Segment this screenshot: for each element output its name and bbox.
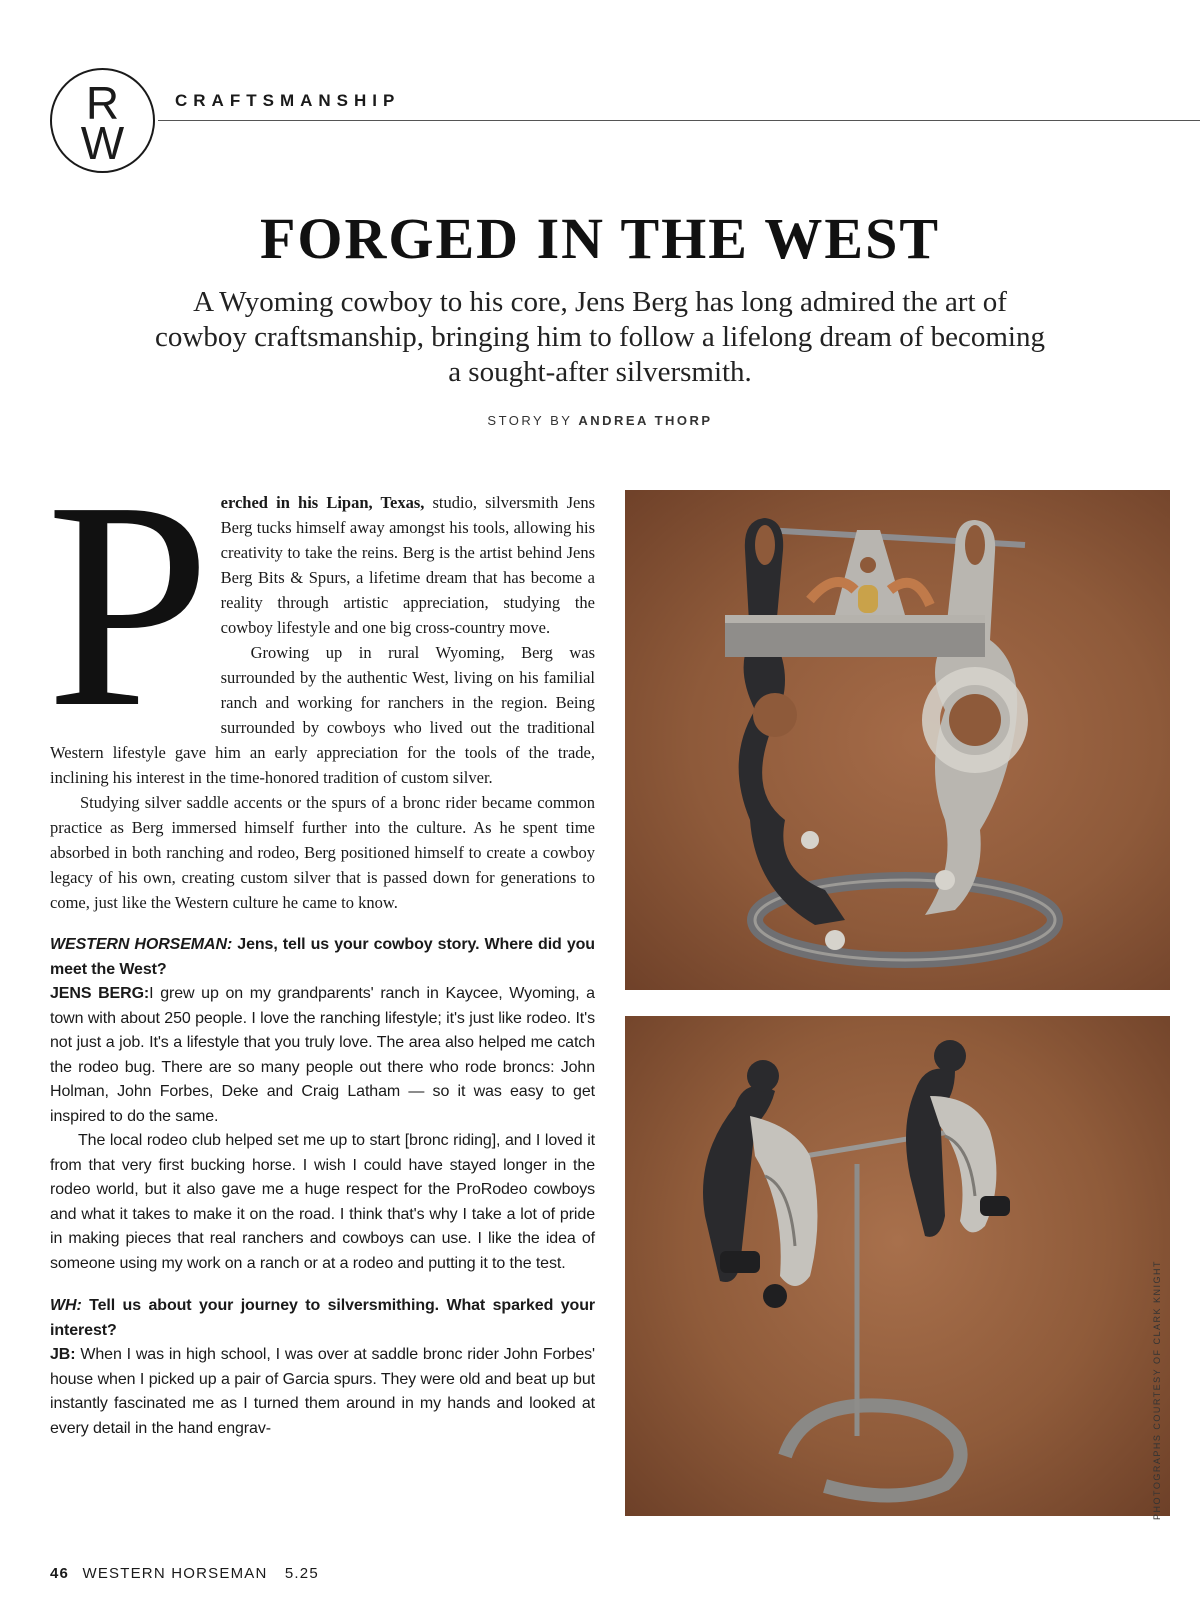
answer-1-speaker: JENS BERG: xyxy=(50,985,150,1002)
header-rule xyxy=(158,120,1200,121)
question-1-text: Jens, tell us your cowboy story. Where did you meet the West? xyxy=(50,936,595,978)
question-2-text: Tell us about your journey to silversmithing. What sparked your interest? xyxy=(50,1297,595,1339)
intro-section xyxy=(46,441,595,915)
answer-1-text: I grew up on my grandparents' ranch in Kaycee, Wyoming, a town with about 250 people. I love the ranching lifestyle; it's just like rodeo. It's not just a job. It's a lifestyle that you truly love. The area also helped me catch the rodeo bug. There are so many people out there who rode broncs: John Holman, John Forbes, Deke and Craig Latham — so it was easy to get inspired to do the same. xyxy=(50,985,595,1125)
answer-1-paragraph-2: The local rodeo club helped set me up to start [bronc riding], and I loved it from that very first bucking horse. I wish I could have stayed longer in the rodeo world, but it also gave me a huge respect for the ProRodeo cowboys and what it takes to make it on the road. I think that's why I take a lot of pride in making pieces that real ranchers and cowboys can use. I like the idea of someone using my work on a ranch or at a rodeo and putting it to the test. xyxy=(50,1132,595,1272)
article-headline: FORGED IN THE WEST xyxy=(259,206,941,271)
spurs-illustration xyxy=(625,1016,1170,1516)
page-footer xyxy=(50,1565,319,1582)
question-1-speaker: WESTERN HORSEMAN: xyxy=(50,936,233,953)
article-dek: A Wyoming cowboy to his core, Jens Berg has long admired the art of cowboy craftsmanship, bringing him to follow a lifelong dream of becoming a sought-after silversmith. xyxy=(155,286,1045,388)
logo-letter-w: W xyxy=(80,117,125,169)
byline-prefix: STORY BY xyxy=(487,413,573,428)
logo-letter-r: R xyxy=(85,77,120,129)
horse-bit-illustration xyxy=(625,490,1170,990)
magazine-name: WESTERN HORSEMAN xyxy=(82,1565,268,1582)
photo-credit: PHOTOGRAPHS COURTESY OF CLARK KNIGHT xyxy=(1152,1259,1162,1520)
qa-block-1 xyxy=(50,933,595,1276)
intro-p1-text: studio, silversmith Jens Berg tucks himself away amongst his tools, allowing his creativity to take the reins. Berg is the artist behind Jens Berg Bits & Spurs, a lifetime dream that has become a reality through artistic appreciation, studying the cowboy lifestyle and one big cross-country move. xyxy=(220,493,595,637)
page-number: 46 xyxy=(50,1565,70,1582)
qa-block-2 xyxy=(50,1294,595,1441)
article-body xyxy=(46,441,595,1441)
question-2-speaker: WH: xyxy=(50,1297,82,1314)
intro-paragraph-3: Studying silver saddle accents or the spurs of a bronc rider became common practice as Berg immersed himself further into the culture. As he spent time absorbed in both ranching and rodeo, Berg positioned himself to create a cowboy legacy of his own, creating custom silver that is passed down for generations to come, just like the Western culture he came to know. xyxy=(50,793,595,912)
drop-cap: P xyxy=(46,441,211,769)
issue-number: 5.25 xyxy=(284,1565,319,1582)
rw-logo xyxy=(50,68,155,173)
spurs-photo xyxy=(625,1016,1170,1516)
section-label: CRAFTSMANSHIP xyxy=(175,91,401,110)
byline-author: ANDREA THORP xyxy=(578,413,713,428)
answer-2-speaker: JB: xyxy=(50,1346,76,1363)
question-1 xyxy=(50,933,595,982)
answer-1-paragraph-1 xyxy=(50,982,595,1129)
byline xyxy=(0,413,1200,428)
question-2 xyxy=(50,1294,595,1343)
answer-2-text: When I was in high school, I was over at saddle bronc rider John Forbes' house when I picked up a pair of Garcia spurs. They were old and beat up but instantly fascinated me as I turned them around in my hands and looked at every detail in the hand engrav- xyxy=(50,1346,595,1437)
answer-2-paragraph-1 xyxy=(50,1343,595,1441)
intro-lead-bold: erched in his Lipan, Texas, xyxy=(220,493,425,512)
intro-paragraph-2: Growing up in rural Wyoming, Berg was surrounded by the authentic West, living on his familial ranch and working for ranchers in the region. Being surrounded by cowboys who lived out the traditional Western lifestyle gave him an early appreciation for the tools of the trade, inclining his interest in the time-honored tradition of custom silver. xyxy=(50,643,595,787)
horse-bit-photo xyxy=(625,490,1170,990)
